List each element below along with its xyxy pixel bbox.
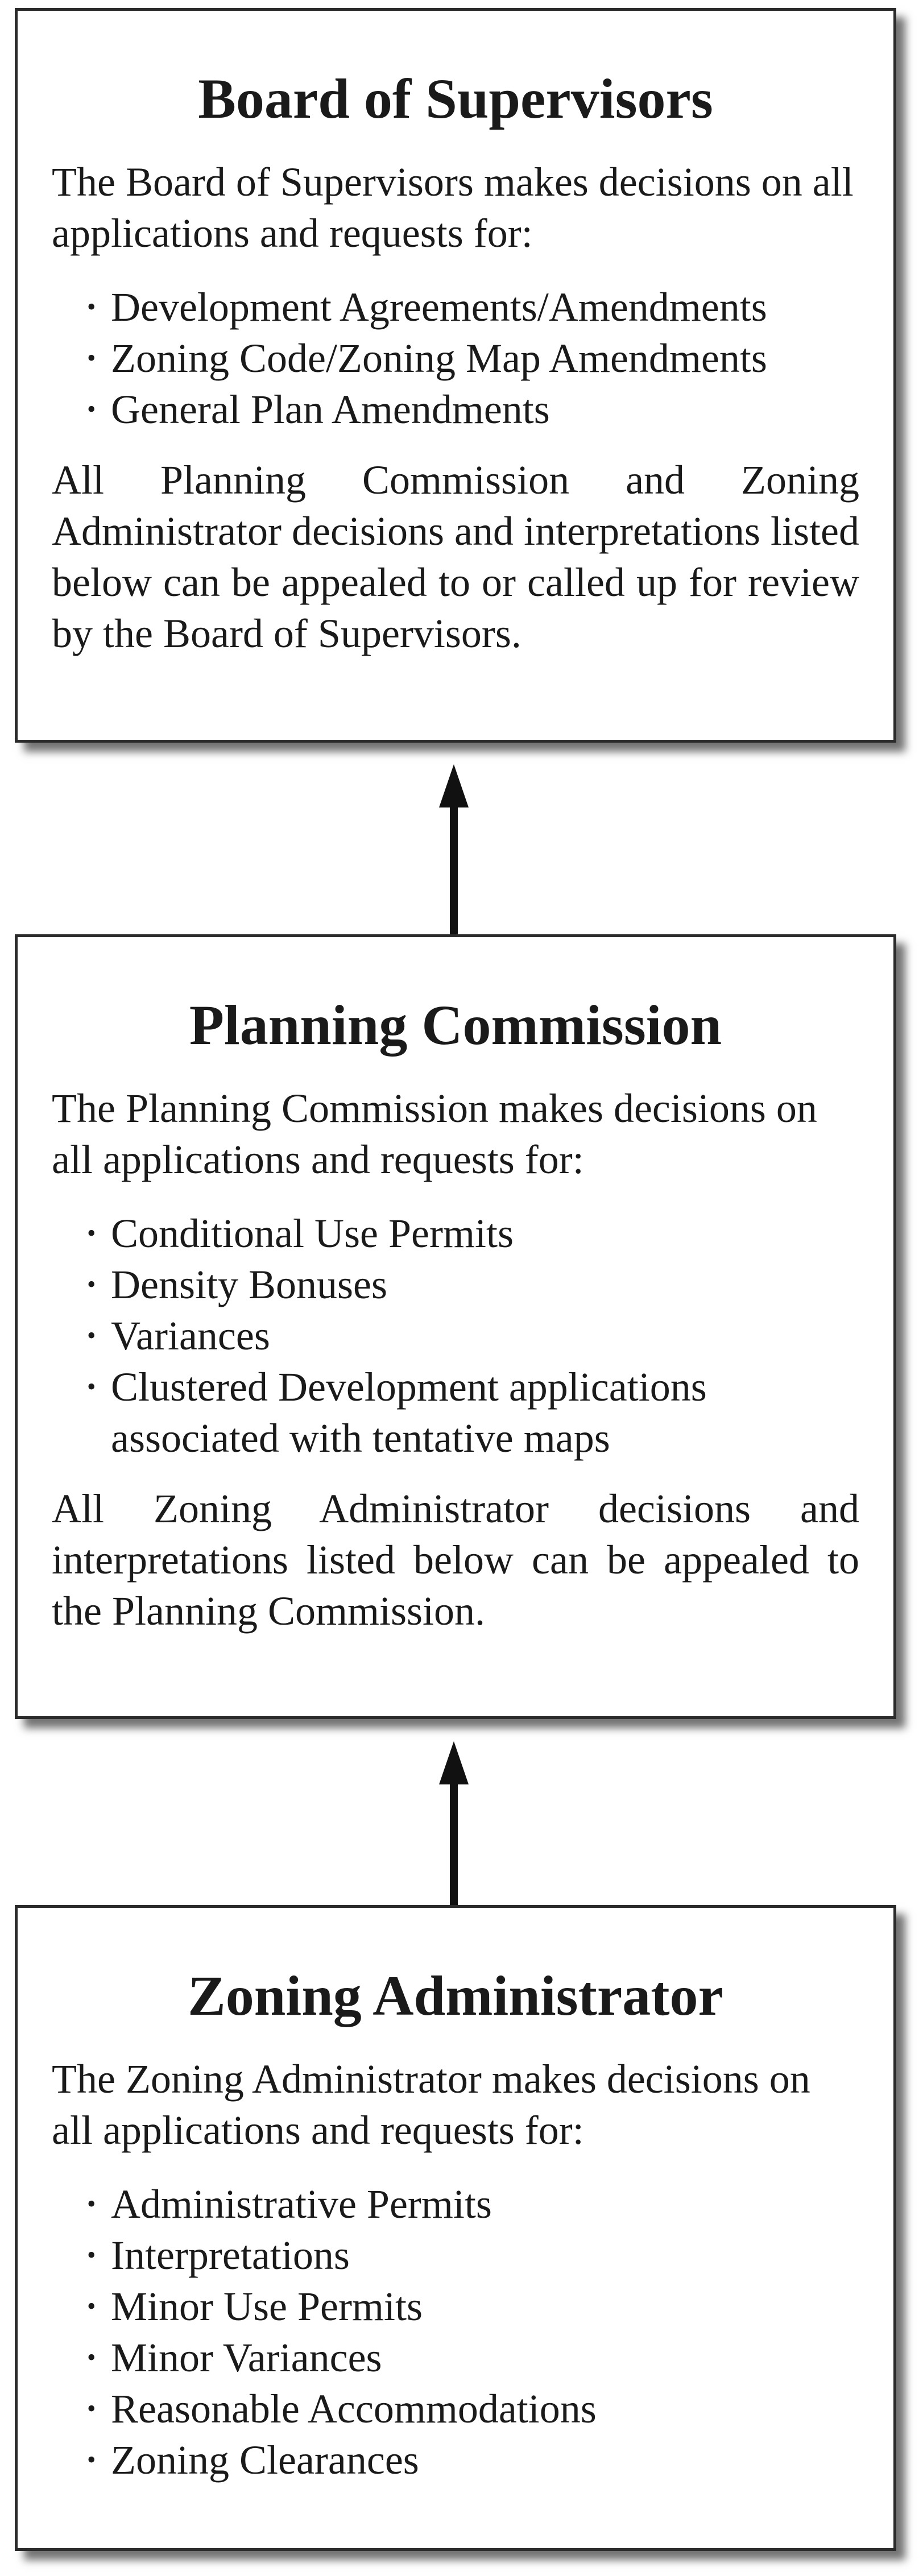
list-item: • Minor Variances <box>87 2332 859 2383</box>
zoning-intro: The Zoning Administrator makes decisions on all applications and requests for: <box>52 2056 810 2153</box>
list-item: • Conditional Use Permits <box>87 1208 859 1259</box>
list-item: • Administrative Permits <box>87 2179 859 2230</box>
list-item: • Development Agreements/Amendments <box>87 281 859 333</box>
arrow-shaft <box>450 806 458 936</box>
list-item: • Reasonable Accommodations <box>87 2383 859 2434</box>
zoning-list <box>52 2179 859 2486</box>
arrow-up-icon <box>439 1741 469 1784</box>
planning-commission-box <box>15 934 896 1719</box>
zoning-administrator-box <box>15 1905 896 2551</box>
list-item: • Zoning Clearances <box>87 2434 859 2486</box>
board-intro: The Board of Supervisors makes decisions on all applications and requests for: <box>52 159 854 256</box>
list-item: • General Plan Amendments <box>87 384 859 435</box>
planning-title: Planning Commission <box>189 993 722 1057</box>
board-of-supervisors-box <box>15 8 896 743</box>
zoning-title: Zoning Administrator <box>188 1964 723 2027</box>
planning-list <box>52 1208 859 1464</box>
arrow-shaft <box>450 1783 458 1907</box>
list-item: • Density Bonuses <box>87 1259 859 1310</box>
list-item: • Minor Use Permits <box>87 2281 859 2332</box>
list-item: • Interpretations <box>87 2230 859 2281</box>
list-item: • Variances <box>87 1310 859 1361</box>
list-item: • Clustered Development applications associated with tentative maps <box>87 1361 859 1464</box>
board-note: All Planning Commission and Zoning Administrator decisions and interpretations listed below can be appealed to or called up for review by the Board of Supervisors. <box>52 457 859 656</box>
board-list <box>52 281 859 435</box>
board-title: Board of Supervisors <box>198 67 713 130</box>
arrow-up-icon <box>439 764 469 807</box>
list-item: • Zoning Code/Zoning Map Amendments <box>87 333 859 384</box>
planning-intro: The Planning Commission makes decisions on all applications and requests for: <box>52 1086 817 1182</box>
planning-note: All Zoning Administrator decisions and interpretations listed below can be appealed to the Planning Commission. <box>52 1486 859 1634</box>
